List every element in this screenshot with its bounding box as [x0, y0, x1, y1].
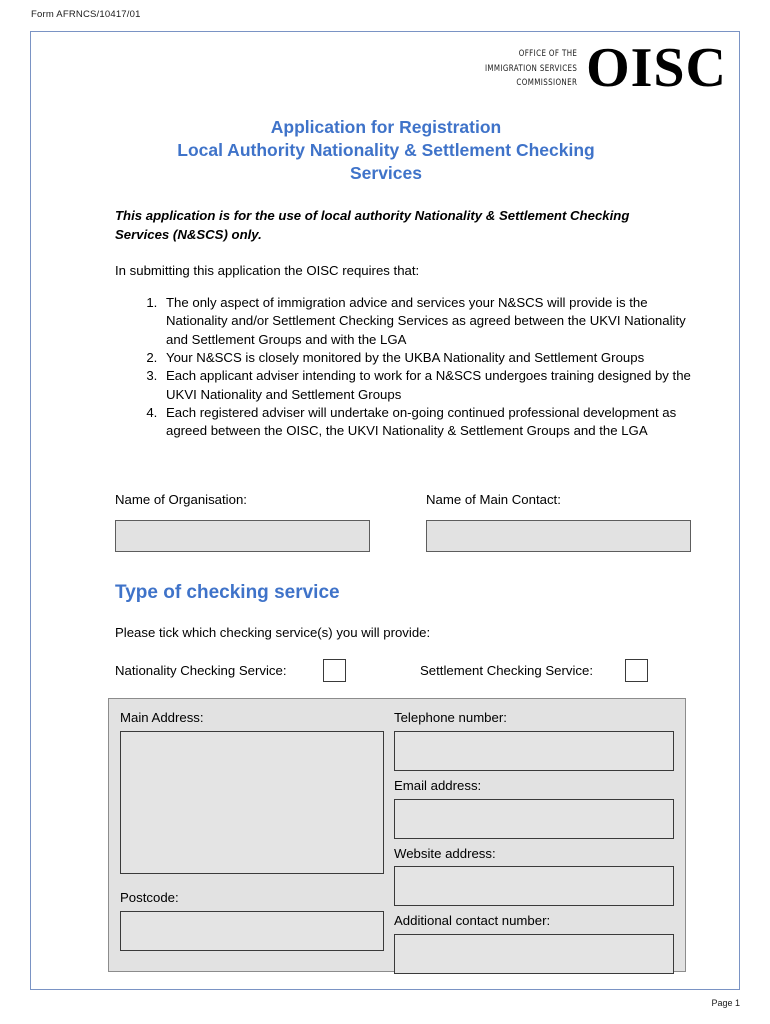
additional-contact-label: Additional contact number: [394, 913, 551, 929]
page-title-line-2: Local Authority Nationality & Settlement Checking [177, 140, 595, 161]
oisc-logo [478, 37, 727, 99]
nationality-checking-checkbox[interactable] [323, 659, 346, 682]
oisc-logo-line-1: OFFICE OF THE [518, 49, 578, 60]
telephone-label: Telephone number: [394, 710, 507, 725]
page-footer [0, 998, 740, 1008]
oisc-logo-text [485, 47, 577, 91]
checking-service-options [115, 659, 691, 687]
oisc-wordmark: OISC [586, 37, 727, 99]
section-heading-checking-service: Type of checking service [115, 582, 340, 603]
form-number: Form AFRNCS/10417/01 [31, 9, 141, 20]
nationality-checking-label: Nationality Checking Service: [115, 663, 287, 678]
page-title-line-1: Application for Registration [270, 117, 502, 137]
organisation-input[interactable] [115, 520, 370, 552]
oisc-logo-line-2: IMMIGRATION SERVICES [484, 63, 578, 74]
contact-column [394, 708, 674, 974]
main-contact-input[interactable] [426, 520, 691, 552]
page-content [31, 32, 739, 989]
list-item: 4. Each registered adviser will undertake on-going continued professional development as agreed between the OISC, the UKVI Nationality & Settlement Groups and the LGA [161, 404, 691, 441]
email-input[interactable] [394, 799, 674, 839]
requirements-lead-in: In submitting this application the OISC requires that: [115, 263, 420, 278]
checking-service-instruction: Please tick which checking service(s) you will provide: [115, 625, 431, 640]
main-address-input[interactable] [120, 731, 384, 874]
organisation-label: Name of Organisation: [115, 492, 247, 507]
postcode-input[interactable] [120, 911, 384, 951]
website-input[interactable] [394, 866, 674, 906]
list-item: 2. Your N&SCS is closely monitored by the UKBA Nationality and Settlement Groups [161, 349, 691, 367]
page-number: Page 1 [711, 998, 740, 1008]
requirements-list [135, 294, 691, 441]
spacer [120, 874, 384, 888]
email-label: Email address: [394, 777, 482, 793]
list-item: 3. Each applicant adviser intending to work for a N&SCS undergoes training designed by the UKVI Nationality and Settlement Groups [161, 367, 691, 404]
settlement-checking-label: Settlement Checking Service: [420, 663, 593, 678]
main-contact-label: Name of Main Contact: [426, 492, 561, 507]
main-contact-field-group [426, 492, 691, 552]
list-item: 1. The only aspect of immigration advice and services your N&SCS will provide is the Nationality and/or Settlement Checking Services as agreed between the UKVI Nationality and Settlement Groups and with the LGA [161, 294, 691, 349]
main-address-label: Main Address: [120, 710, 204, 725]
nationality-checking-option [115, 659, 346, 682]
address-column [120, 708, 384, 951]
oisc-logo-line-3: COMMISSIONER [516, 78, 578, 89]
website-label: Website address: [394, 845, 496, 861]
address-contact-panel [108, 698, 686, 972]
settlement-checking-checkbox[interactable] [625, 659, 648, 682]
settlement-checking-option [420, 659, 648, 682]
postcode-label: Postcode: [120, 889, 179, 905]
telephone-input[interactable] [394, 731, 674, 771]
intro-statement: This application is for the use of local authority Nationality & Settlement Checking Services (N&SCS) only. [115, 208, 630, 243]
organisation-field-group [115, 492, 370, 552]
page-title [93, 116, 679, 185]
page-title-line-3: Services [349, 163, 422, 184]
additional-contact-input[interactable] [394, 934, 674, 974]
page-frame [30, 31, 740, 990]
